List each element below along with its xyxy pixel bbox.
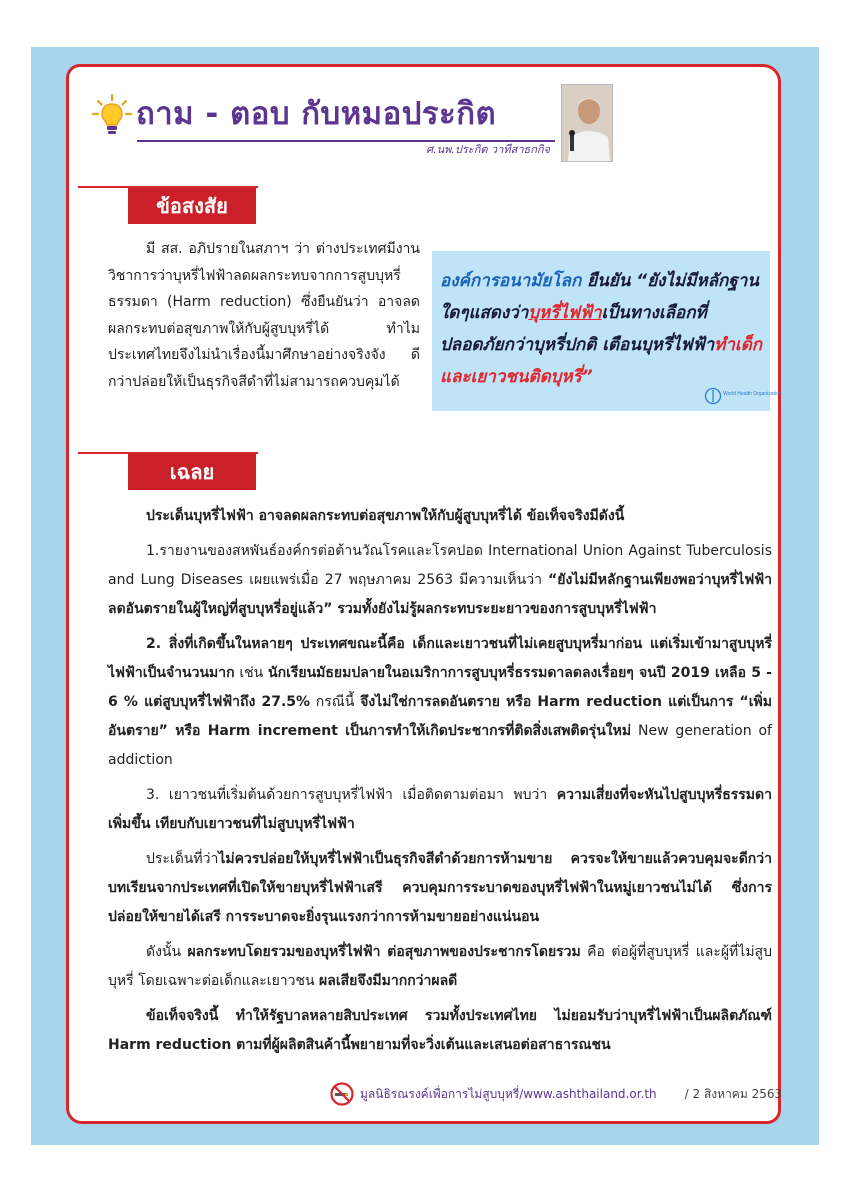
answer-point-1: 1.รายงานของสหพันธ์องค์กรต่อต้านวัณโรคและโรคปอด International Union Against Tuberculosis and Lung Diseases เผยแพร่เมื่อ 27 พฤษภาคม 2563 มีความเห็นว่า “ยังไม่มีหลักฐานเพียงพอว่าบุหรี่ไฟฟ้าลดอันตรายในผู้ใหญ่ที่สูบบุหรี่อยู่แล้ว” รวมทั้งยังไม่รู้ผลกระทบระยะยาวของการสูบบุหรี่ไฟฟ้า [108,543,772,617]
answer-point-4: ประเด็นที่ว่าไม่ควรปล่อยให้บุหรี่ไฟฟ้าเป็นธุรกิจสีดำด้วยการห้ามขาย ควรจะให้ขายแล้วควบคุมจะดีกว่า บทเรียนจากประเทศที่เปิดให้ขายบุหรี่ไฟฟ้าเสรี ควบคุมการระบาดของบุหรี่ไฟฟ้าในหมู่เยาวชนไม่ได้ ซึ่งการปล่อยให้ขายได้เสรี การระบาดจะยิ่งรุนแรงกว่าการห้ามขายอย่างแน่นอน [108,851,772,925]
lightbulb-icon [92,94,132,140]
question-text: มี สส. อภิปรายในสภาฯ ว่า ต่างประเทศมีงานวิชาการว่าบุหรี่ไฟฟ้าลดผลกระทบจากการสูบบุหรี่ธรรมดา (Harm reduction) ซึ่งยืนยันว่า อาจลดผลกระทบต่อสุขภาพให้กับผู้สูบบุหรี่ได้ ทำไมประเทศไทยจึงไม่นำเรื่องนี้มาศึกษาอย่างจริงจัง ดีกว่าปล่อยให้เป็นธุรกิจสีดำที่ไม่สามารถควบคุมได้ [108,241,420,390]
who-callout [432,251,782,411]
answer-point-2: 2. สิ่งที่เกิดขึ้นในหลายๆ ประเทศขณะนี้คือ เด็กและเยาวชนที่ไม่เคยสูบบุหรี่มาก่อน แต่เริ่มเข้ามาสูบบุหรี่ไฟฟ้าเป็นจำนวนมาก เช่น นักเรียนมัธยมปลายในอเมริกาการสูบบุหรี่ธรรมดาลดลงเรื่อยๆ จนปี 2019 เหลือ 5 - 6 % แต่สูบบุหรี่ไฟฟ้าถึง 27.5% กรณีนี้ จึงไม่ใช่การลดอันตราย หรือ Harm reduction แต่เป็นการ “เพิ่มอันตราย” หรือ Harm increment เป็นการทำให้เกิดประชากรที่ติดสิ่งเสพติดรุ่นใหม่ New generation of addiction [108,636,772,768]
who-quote: องค์การอนามัยโลก ยืนยัน “ยังไม่มีหลักฐานใดๆแสดงว่าบุหรี่ไฟฟ้าเป็นทางเลือกที่ปลอดภัยกว่าบุหรี่ปกติ เตือนบุหรี่ไฟฟ้าทำเด็กและเยาวชนติดบุหรี่” [440,271,763,387]
answer-tab: เฉลย [128,454,256,490]
author-photo [561,84,613,162]
question-tab: ข้อสงสัย [128,188,256,224]
answer-intro: ประเด็นบุหรี่ไฟฟ้า อาจลดผลกระทบต่อสุขภาพให้กับผู้สูบบุหรี่ได้ ข้อเท็จจริงมีดังนี้ [146,508,625,524]
who-logo [704,387,782,405]
footer-date: / 2 สิงหาคม 2563 [684,1086,783,1101]
answer-conclusion: ข้อเท็จจริงนี้ ทำให้รัฐบาลหลายสิบประเทศ รวมทั้งประเทศไทย ไม่ยอมรับว่าบุหรี่ไฟฟ้าเป็นผลิตภัณฑ์ Harm reduction ตามที่ผู้ผลิตสินค้านี้พยายามที่จะวิ่งเต้นและเสนอต่อสาธารณชน [108,1008,772,1053]
footer [330,1082,782,1106]
author-name: ศ.นพ.ประกิต วาทีสาธกกิจ [426,143,550,156]
footer-org: มูลนิธิรณรงค์เพื่อการไม่สูบบุหรี่/www.ashthailand.or.th [360,1086,657,1101]
no-smoking-icon [330,1082,354,1106]
answer-point-5: ดังนั้น ผลกระทบโดยรวมของบุหรี่ไฟฟ้า ต่อสุขภาพของประชากรโดยรวม คือ ต่อผู้ที่สูบบุหรี่ และผู้ที่ไม่สูบบุหรี่ โดยเฉพาะต่อเด็กและเยาวชน ผลเสียจึงมีมากกว่าผลดี [108,944,772,989]
page-title: ถาม - ตอบ กับหมอประกิต [136,96,497,132]
answer-point-3: 3. เยาวชนที่เริ่มต้นด้วยการสูบบุหรี่ไฟฟ้า เมื่อติดตามต่อมา พบว่า ความเสี่ยงที่จะหันไปสูบบุหรี่ธรรมดาเพิ่มขึ้น เทียบกับเยาวชนที่ไม่สูบบุหรี่ไฟฟ้า [108,787,772,832]
svg-text:World Health Organization: World Health Organization [723,391,782,397]
answer-body [108,502,772,1066]
